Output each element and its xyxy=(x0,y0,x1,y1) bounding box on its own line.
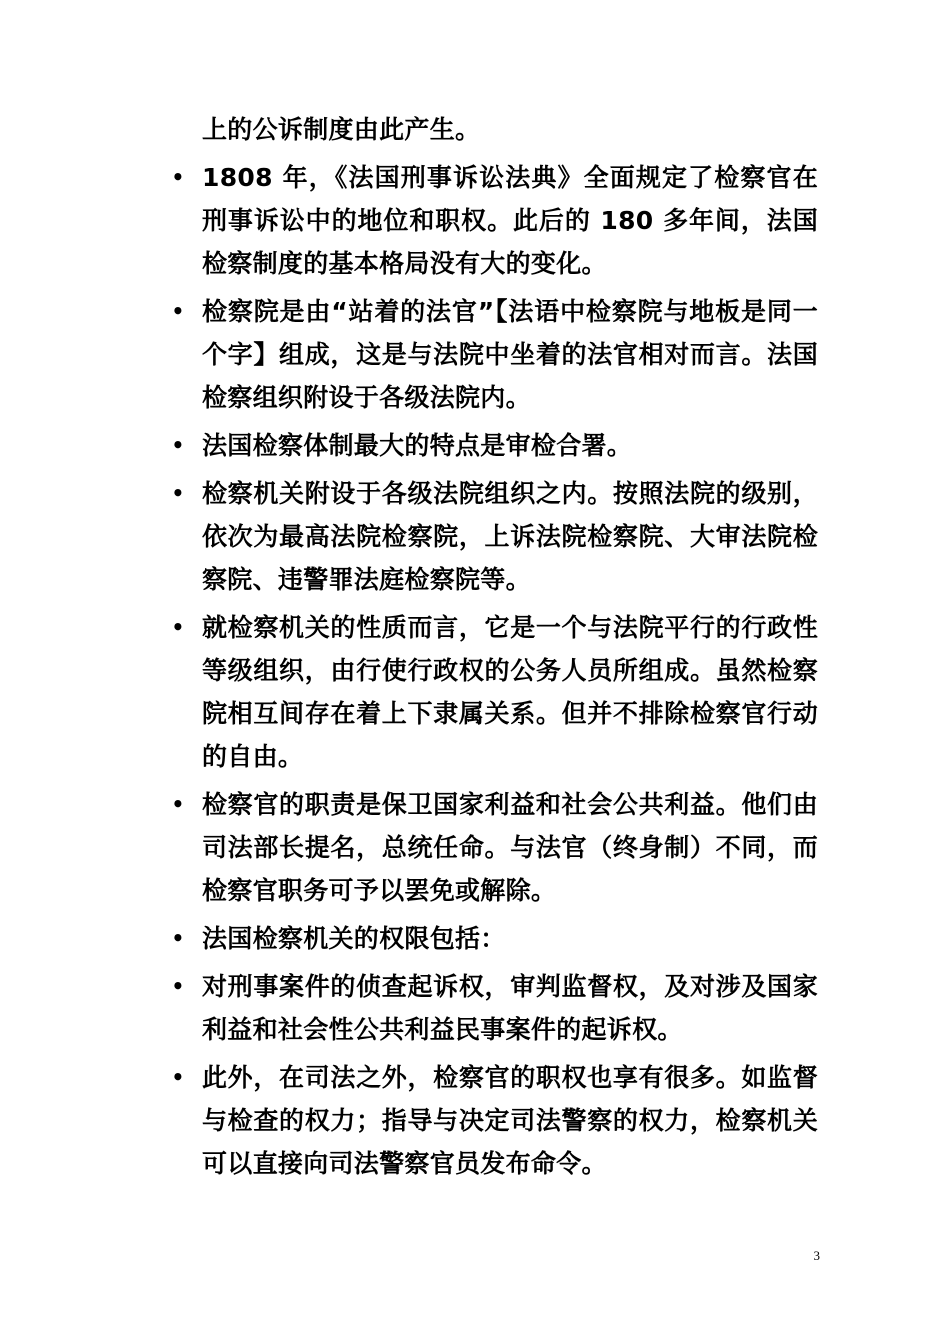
bullet-icon: • xyxy=(171,1065,185,1089)
page-number: 3 xyxy=(813,1248,820,1263)
bullet-icon: • xyxy=(171,792,185,816)
paragraph-text: 上的公诉制度由此产生。 xyxy=(202,115,481,144)
bullet-icon: • xyxy=(171,299,185,323)
bullet-item xyxy=(168,290,818,419)
paragraph-continuation xyxy=(168,108,818,151)
paragraph-text: 1808 年，《法国刑事诉讼法典》全面规定了检察官在刑事诉讼中的地位和职权。此后的 180 多年间，法国检察制度的基本格局没有大的变化。 xyxy=(202,163,818,278)
paragraph-text: 检察机关附设于各级法院组织之内。按照法院的级别，依次为最高法院检察院，上诉法院检察院、大审法院检察院、违警罪法庭检察院等。 xyxy=(202,479,818,594)
document-body xyxy=(168,108,818,1190)
paragraph-text: 检察院是由“站着的法官”【法语中检察院与地板是同一个字】组成，这是与法院中坐着的法官相对而言。法国检察组织附设于各级法院内。 xyxy=(202,297,818,412)
bullet-item xyxy=(168,156,818,285)
bullet-icon: • xyxy=(171,481,185,505)
bullet-icon: • xyxy=(171,926,185,950)
paragraph-text: 对刑事案件的侦查起诉权，审判监督权，及对涉及国家利益和社会性公共利益民事案件的起诉权。 xyxy=(202,972,818,1044)
paragraph-text: 检察官的职责是保卫国家利益和社会公共利益。他们由司法部长提名，总统任命。与法官（终身制）不同，而检察官职务可予以罢免或解除。 xyxy=(202,790,818,905)
bullet-item xyxy=(168,1056,818,1185)
bullet-icon: • xyxy=(171,974,185,998)
paragraph-text: 法国检察机关的权限包括： xyxy=(202,924,506,953)
bullet-item xyxy=(168,783,818,912)
bullet-item xyxy=(168,424,818,467)
bullet-item xyxy=(168,917,818,960)
bullet-icon: • xyxy=(171,165,185,189)
bullet-icon: • xyxy=(171,615,185,639)
paragraph-text: 法国检察体制最大的特点是审检合署。 xyxy=(202,431,633,460)
bullet-icon: • xyxy=(171,433,185,457)
bullet-item xyxy=(168,965,818,1051)
bullet-item xyxy=(168,606,818,778)
bullet-item xyxy=(168,472,818,601)
paragraph-text: 就检察机关的性质而言，它是一个与法院平行的行政性等级组织，由行使行政权的公务人员所组成。虽然检察院相互间存在着上下隶属关系。但并不排除检察官行动的自由。 xyxy=(202,613,818,771)
paragraph-text: 此外，在司法之外，检察官的职权也享有很多。如监督与检查的权力；指导与决定司法警察的权力，检察机关可以直接向司法警察官员发布命令。 xyxy=(202,1063,818,1178)
